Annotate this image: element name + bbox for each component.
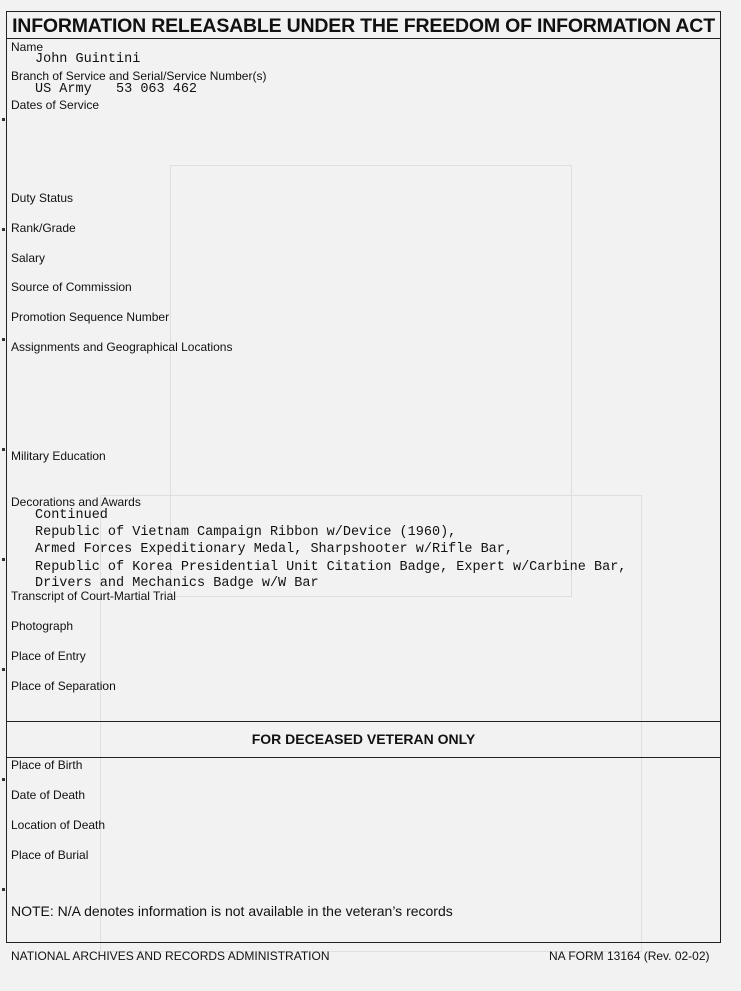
assignments-label: Assignments and Geographical Locations: [11, 340, 233, 354]
rank-grade-label: Rank/Grade: [11, 221, 76, 235]
salary-label: Salary: [11, 251, 46, 265]
place-of-birth-label: Place of Birth: [11, 758, 83, 772]
location-of-death-label: Location of Death: [11, 818, 106, 832]
date-of-death-label: Date of Death: [11, 788, 86, 802]
branch-label: Branch of Service and Serial/Service Number(s): [11, 69, 267, 83]
decorations-line: Continued: [35, 508, 108, 523]
margin-mark: [2, 338, 5, 341]
margin-mark: [2, 668, 5, 671]
promotion-sequence-label: Promotion Sequence Number: [11, 310, 170, 324]
name-label: Name: [11, 40, 44, 54]
military-education-label: Military Education: [11, 449, 106, 463]
na-note: NOTE: N/A denotes information is not available in the veteran’s records: [11, 903, 453, 919]
decorations-label: Decorations and Awards: [11, 495, 141, 509]
duty-status-label: Duty Status: [11, 191, 74, 205]
deceased-section-title: FOR DECEASED VETERAN ONLY: [7, 721, 720, 758]
margin-mark: [2, 888, 5, 891]
margin-mark: [2, 778, 5, 781]
photograph-label: Photograph: [11, 619, 74, 633]
decorations-line: Republic of Vietnam Campaign Ribbon w/Device (1960),: [35, 525, 457, 540]
decorations-line: Armed Forces Expeditionary Medal, Sharpshooter w/Rifle Bar,: [35, 542, 513, 557]
place-of-burial-label: Place of Burial: [11, 848, 89, 862]
form-number-footer: NA FORM 13164 (Rev. 02-02): [549, 949, 710, 963]
margin-mark: [2, 118, 5, 121]
dates-of-service-label: Dates of Service: [11, 98, 100, 112]
margin-mark: [2, 448, 5, 451]
place-of-separation-label: Place of Separation: [11, 679, 116, 693]
form-header-title: INFORMATION RELEASABLE UNDER THE FREEDOM OF INFORMATION ACT: [7, 12, 720, 39]
court-martial-label: Transcript of Court-Martial Trial: [11, 589, 176, 603]
margin-mark: [2, 558, 5, 561]
decorations-line: Republic of Korea Presidential Unit Citation Badge, Expert w/Carbine Bar,: [35, 560, 627, 575]
place-of-entry-label: Place of Entry: [11, 649, 86, 663]
agency-footer: NATIONAL ARCHIVES AND RECORDS ADMINISTRATION: [11, 949, 330, 963]
foia-form: [6, 11, 721, 943]
source-of-commission-label: Source of Commission: [11, 280, 132, 294]
margin-mark: [2, 228, 5, 231]
decorations-line: Drivers and Mechanics Badge w/W Bar: [35, 576, 319, 591]
name-value: John Guintini: [35, 52, 141, 67]
branch-value: US Army 53 063 462: [35, 82, 198, 97]
